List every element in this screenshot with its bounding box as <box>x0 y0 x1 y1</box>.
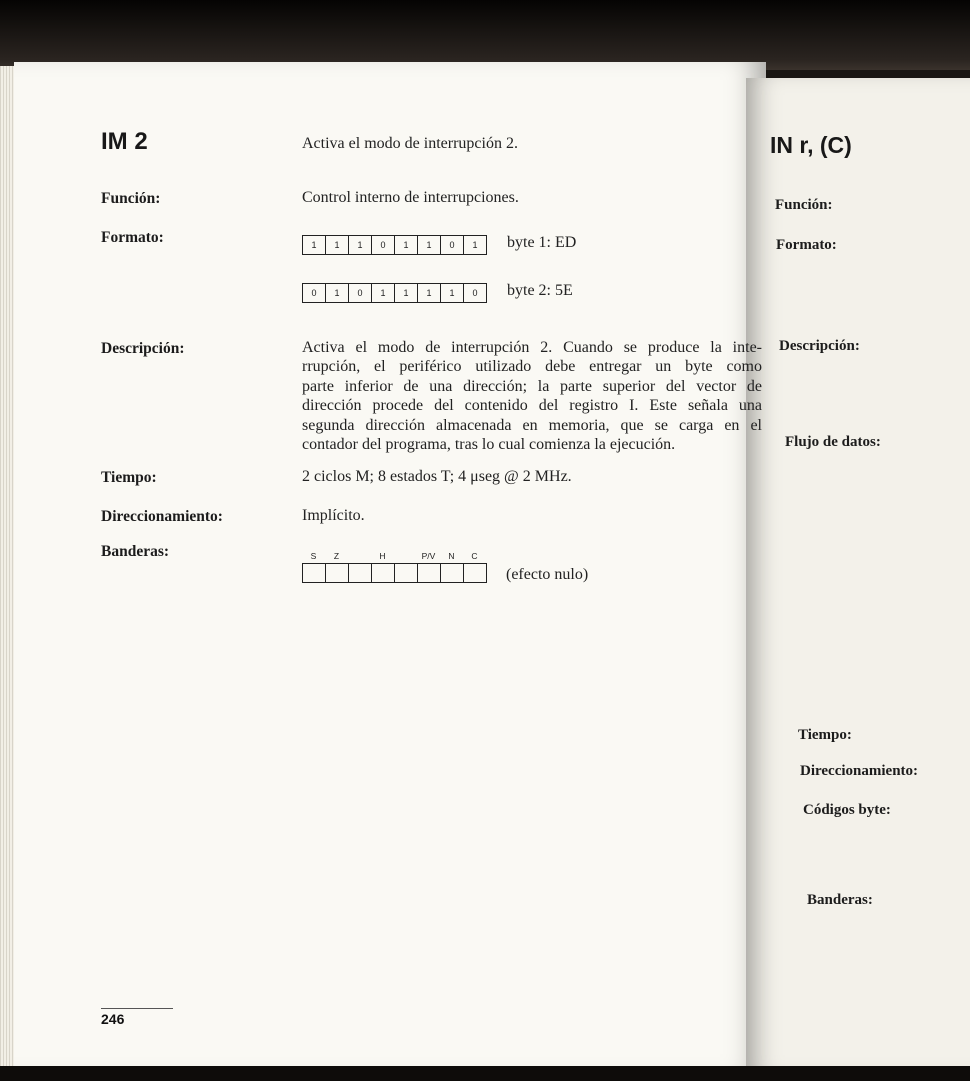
funcion-value: Control interno de interrupciones. <box>302 189 519 206</box>
flag-letter: C <box>471 551 478 561</box>
flag-cell <box>440 564 463 582</box>
flag-letter <box>348 551 371 561</box>
right-descripcion-label: Descripción: <box>779 338 860 354</box>
tiempo-label: Tiempo: <box>101 469 157 486</box>
bit-cell: 1 <box>325 284 348 302</box>
page-number-rule <box>101 1008 173 1009</box>
flag-letter: S <box>310 551 317 561</box>
instruction-summary: Activa el modo de interrupción 2. <box>302 135 518 152</box>
bit-cell: 0 <box>348 284 371 302</box>
right-codigos-label: Códigos byte: <box>803 802 891 818</box>
banderas-label: Banderas: <box>101 543 170 560</box>
descripcion-line: dirección procede del contenido del registro I. Este señala una <box>302 397 762 415</box>
book-bottom <box>0 1066 970 1081</box>
tiempo-value: 2 ciclos M; 8 estados T; 4 μseg @ 2 MHz. <box>302 468 572 485</box>
bit-cell: 1 <box>371 284 394 302</box>
descripcion-label: Descripción: <box>101 340 185 357</box>
flags-register <box>302 551 487 583</box>
descripcion-line: segunda dirección almacenada en memoria, que se carga en el <box>302 416 762 434</box>
bit-cell: 1 <box>311 240 317 250</box>
flag-letter: Z <box>333 551 340 561</box>
funcion-label: Función: <box>101 190 161 207</box>
bit-cell: 1 <box>463 236 486 254</box>
bit-cell: 1 <box>325 236 348 254</box>
bit-cell: 0 <box>440 236 463 254</box>
right-banderas-label: Banderas: <box>807 892 873 908</box>
bit-cell: 1 <box>394 236 417 254</box>
flag-cell <box>371 564 394 582</box>
descripcion-line: parte inferior de una dirección; la parte superior del vector de <box>302 377 762 395</box>
descripcion-line: Activa el modo de interrupción 2. Cuando se produce la inte- <box>302 339 762 356</box>
bit-cell: 1 <box>348 236 371 254</box>
bit-cell: 0 <box>311 288 317 298</box>
flag-letter: N <box>448 551 455 561</box>
bit-cell: 1 <box>394 284 417 302</box>
flag-cell <box>303 564 325 582</box>
flag-cells <box>302 563 487 583</box>
instruction-title: IM 2 <box>101 128 148 155</box>
byte2-label: byte 2: 5E <box>507 282 573 299</box>
right-direccionamiento-label: Direccionamiento: <box>800 763 919 779</box>
book-top-shadow <box>0 0 970 70</box>
right-flujo-label: Flujo de datos: <box>785 434 881 450</box>
right-funcion-label: Función: <box>775 197 833 213</box>
banderas-value: (efecto nulo) <box>506 566 589 583</box>
right-page <box>746 78 970 1072</box>
page-number: 246 <box>101 1011 125 1027</box>
flag-cell <box>348 564 371 582</box>
byte1-register <box>302 235 487 255</box>
right-instruction-title: IN r, (C) <box>770 132 852 158</box>
right-formato-label: Formato: <box>776 237 837 253</box>
bit-cell: 0 <box>463 284 486 302</box>
descripcion-line: contador del programa, tras lo cual comienza la ejecución. <box>302 436 676 454</box>
formato-label: Formato: <box>101 229 164 246</box>
descripcion-text <box>302 338 762 454</box>
descripcion-line: rrupción, el periférico utilizado debe entregar un byte como <box>302 358 762 376</box>
flag-cell <box>325 564 348 582</box>
flag-letter <box>394 551 417 561</box>
direccionamiento-label: Direccionamiento: <box>101 508 223 525</box>
flag-cell <box>463 564 486 582</box>
bit-cell: 0 <box>371 236 394 254</box>
flag-letters <box>302 551 487 561</box>
flag-letter: H <box>379 551 386 561</box>
right-tiempo-label: Tiempo: <box>798 727 852 743</box>
byte1-label: byte 1: ED <box>507 234 577 251</box>
flag-letter: P/V <box>421 551 436 561</box>
flag-cell <box>417 564 440 582</box>
direccionamiento-value: Implícito. <box>302 507 365 524</box>
flag-cell <box>394 564 417 582</box>
bit-cell: 1 <box>440 284 463 302</box>
bit-cell: 1 <box>417 284 440 302</box>
byte2-register <box>302 283 487 303</box>
bit-cell: 1 <box>417 236 440 254</box>
